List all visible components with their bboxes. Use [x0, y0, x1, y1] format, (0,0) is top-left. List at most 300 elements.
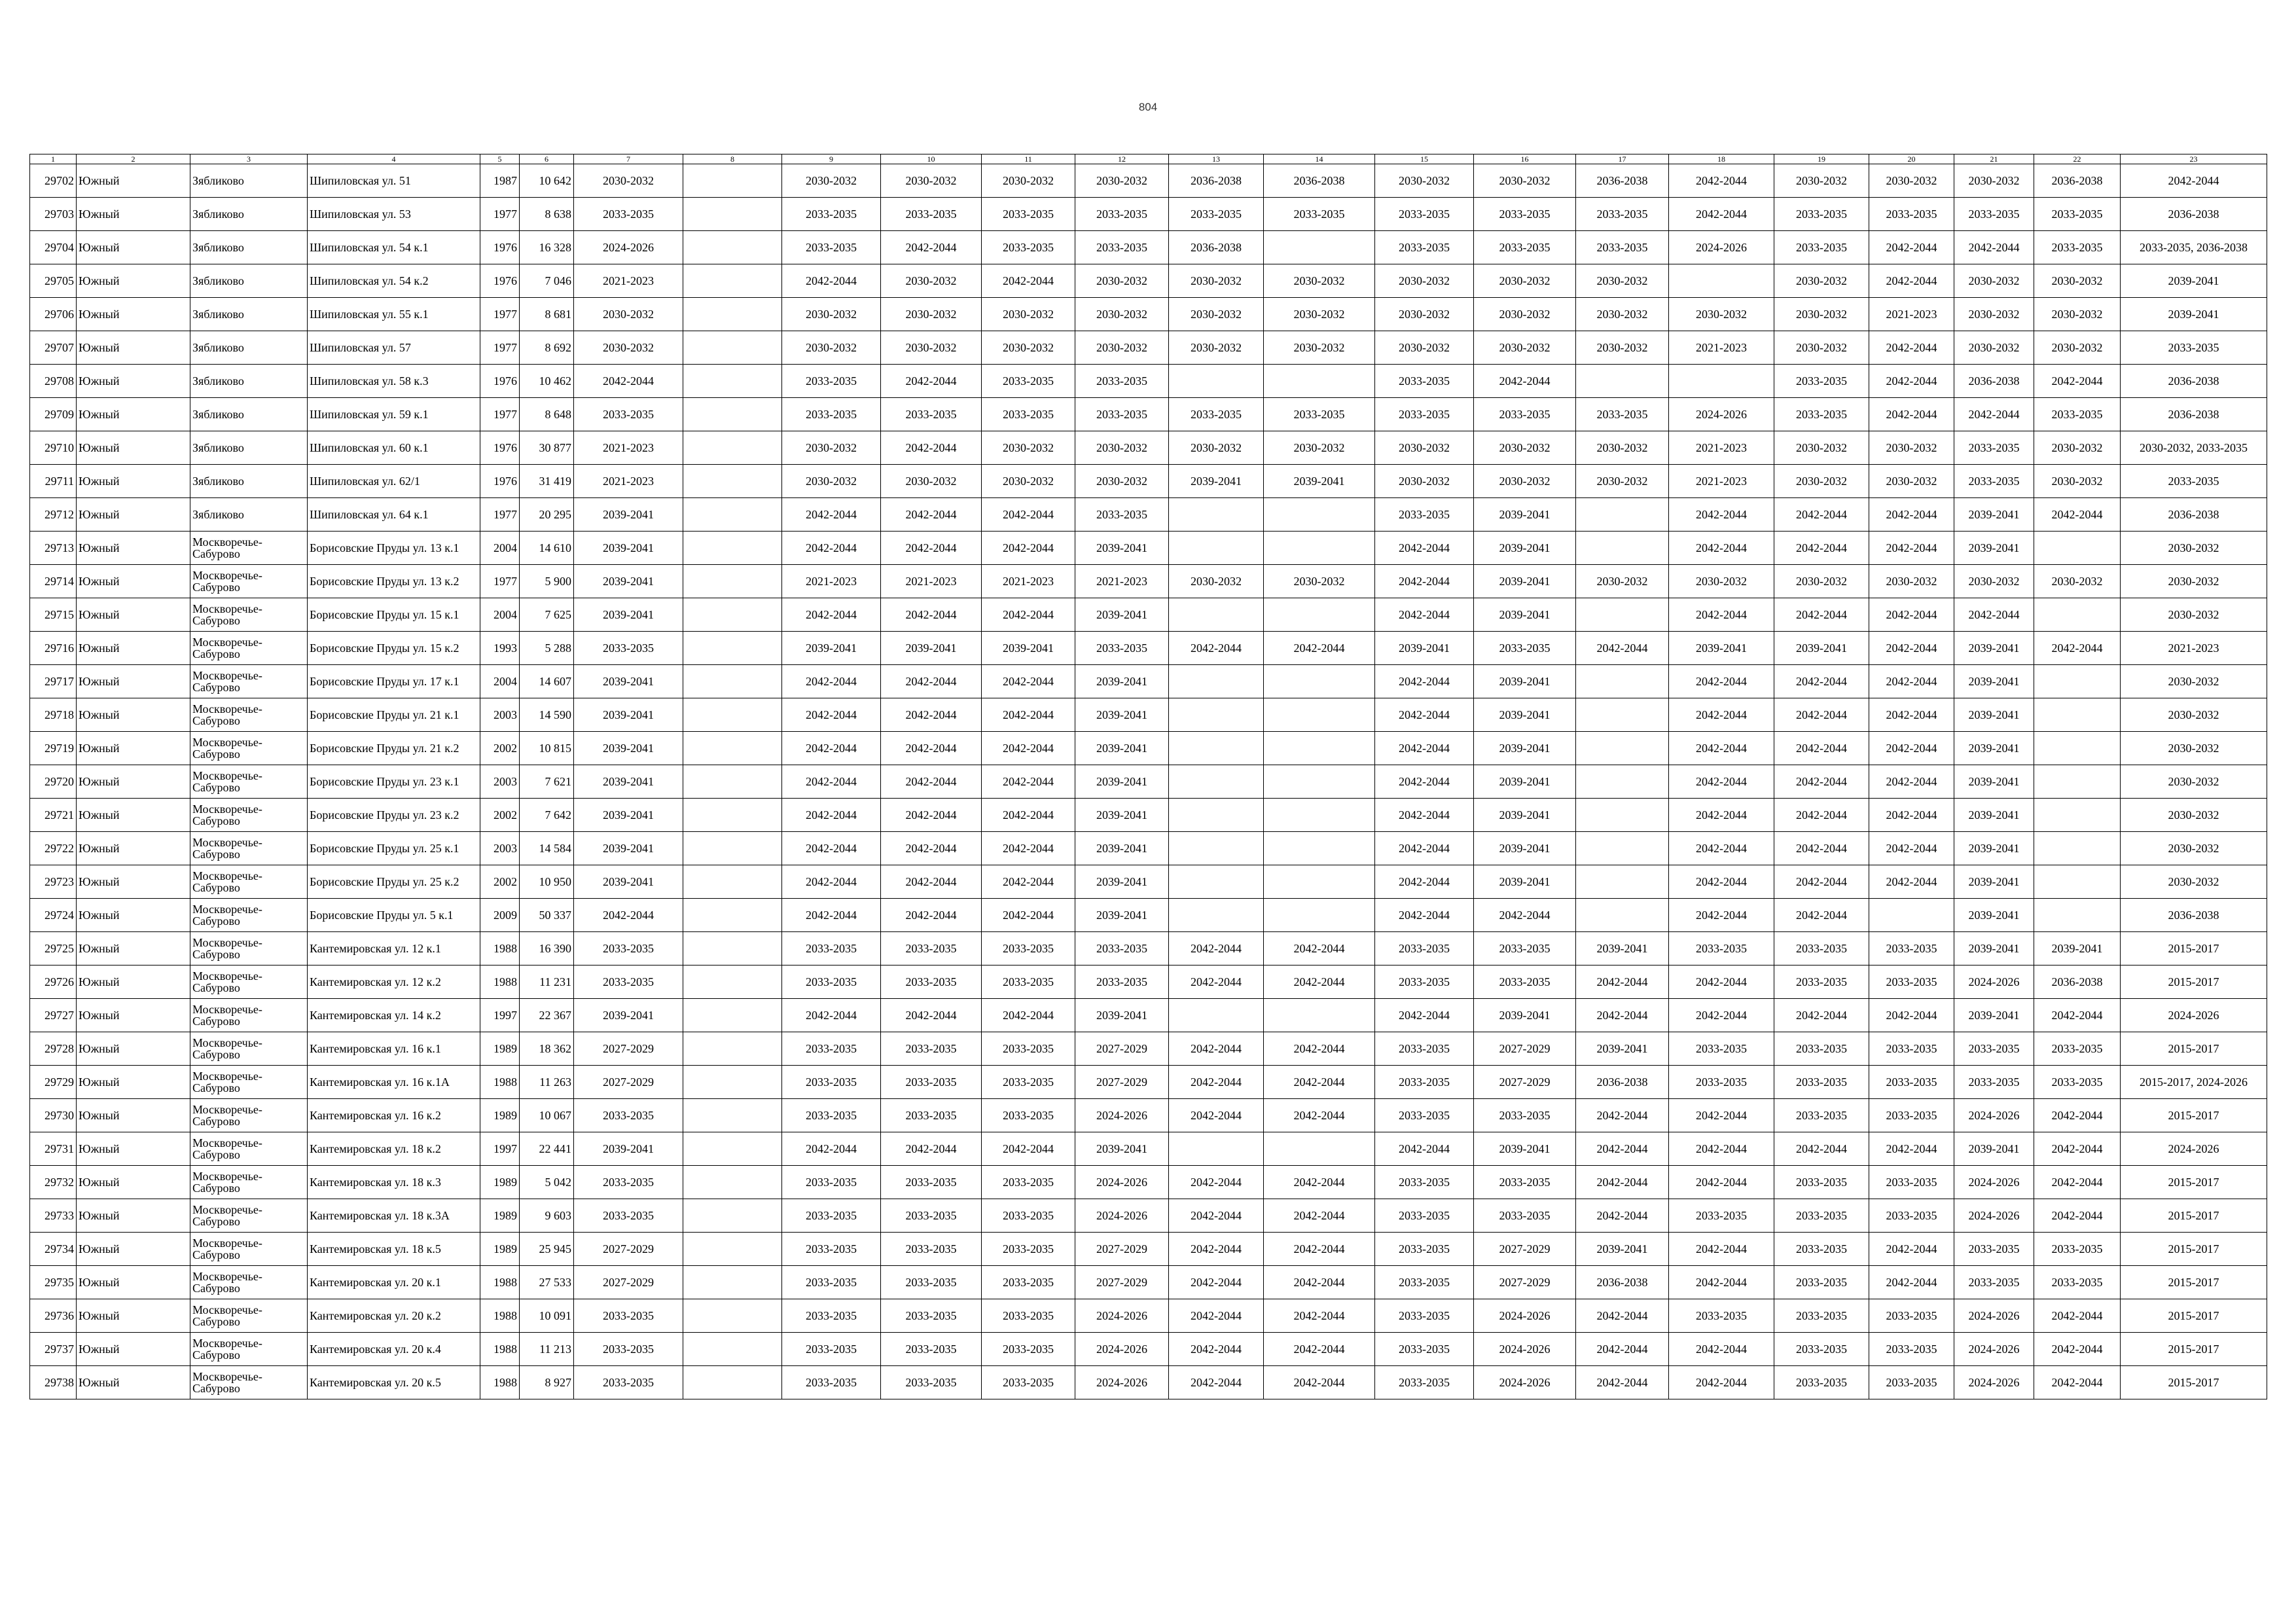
address-cell: Шипиловская ул. 53 — [308, 198, 480, 231]
period-11-cell: 2042-2044 — [982, 765, 1075, 799]
period-12-cell: 2033-2035 — [1075, 398, 1169, 431]
table-row — [30, 1299, 2267, 1333]
address-cell: Шипиловская ул. 59 к.1 — [308, 398, 480, 431]
period-14-cell — [1264, 598, 1375, 632]
district-cell: Москворечье-Сабурово — [190, 865, 308, 899]
period-21-cell: 2030-2032 — [1954, 264, 2034, 298]
period-8-cell — [683, 1199, 782, 1233]
build-year-cell: 1976 — [480, 465, 520, 498]
period-15-cell: 2030-2032 — [1375, 164, 1474, 198]
period-22-cell: 2042-2044 — [2034, 365, 2121, 398]
period-9-cell: 2030-2032 — [782, 465, 881, 498]
build-year-cell: 1988 — [480, 1333, 520, 1366]
period-9-cell: 2042-2044 — [782, 999, 881, 1032]
period-21-cell: 2039-2041 — [1954, 632, 2034, 665]
period-20-cell: 2042-2044 — [1869, 365, 1954, 398]
period-18-cell: 2042-2044 — [1669, 1099, 1774, 1132]
period-19-cell: 2033-2035 — [1774, 965, 1869, 999]
period-10-cell: 2033-2035 — [881, 1166, 982, 1199]
period-16-cell: 2039-2041 — [1474, 665, 1576, 698]
period-13-cell: 2042-2044 — [1169, 1299, 1264, 1333]
period-10-cell: 2042-2044 — [881, 899, 982, 932]
period-12-cell: 2033-2035 — [1075, 498, 1169, 532]
period-8-cell — [683, 264, 782, 298]
period-15-cell: 2033-2035 — [1375, 1199, 1474, 1233]
table-row — [30, 899, 2267, 932]
period-9-cell: 2042-2044 — [782, 665, 881, 698]
period-12-cell: 2027-2029 — [1075, 1032, 1169, 1066]
okrug-cell: Южный — [77, 632, 190, 665]
period-14-cell: 2042-2044 — [1264, 1032, 1375, 1066]
period-21-cell: 2024-2026 — [1954, 1333, 2034, 1366]
okrug-cell: Южный — [77, 231, 190, 264]
district-cell: Москворечье-Сабурово — [190, 999, 308, 1032]
period-20-cell: 2033-2035 — [1869, 1032, 1954, 1066]
okrug-cell: Южный — [77, 365, 190, 398]
period-14-cell — [1264, 532, 1375, 565]
period-11-cell: 2021-2023 — [982, 565, 1075, 598]
period-19-cell: 2033-2035 — [1774, 1032, 1869, 1066]
period-16-cell: 2033-2035 — [1474, 965, 1576, 999]
build-year-cell: 1997 — [480, 1132, 520, 1166]
period-17-cell: 2030-2032 — [1576, 465, 1669, 498]
period-9-cell: 2033-2035 — [782, 1266, 881, 1299]
period-18-cell: 2033-2035 — [1669, 1032, 1774, 1066]
period-18-cell: 2024-2026 — [1669, 398, 1774, 431]
period-8-cell — [683, 1032, 782, 1066]
period-13-cell: 2030-2032 — [1169, 565, 1264, 598]
period-7-cell: 2039-2041 — [574, 598, 683, 632]
area-cell: 5 288 — [520, 632, 574, 665]
period-15-cell: 2030-2032 — [1375, 298, 1474, 331]
period-15-cell: 2042-2044 — [1375, 865, 1474, 899]
period-19-cell: 2042-2044 — [1774, 1132, 1869, 1166]
period-14-cell — [1264, 231, 1375, 264]
build-year-cell: 1988 — [480, 1366, 520, 1399]
period-19-cell: 2033-2035 — [1774, 1299, 1869, 1333]
period-19-cell: 2042-2044 — [1774, 498, 1869, 532]
column-number-header: 7 — [574, 154, 683, 164]
period-23-cell: 2030-2032 — [2121, 565, 2267, 598]
row-id-cell: 29702 — [30, 164, 77, 198]
table-row — [30, 999, 2267, 1032]
period-23-cell: 2015-2017 — [2121, 1233, 2267, 1266]
period-14-cell — [1264, 732, 1375, 765]
table-row — [30, 765, 2267, 799]
period-16-cell: 2039-2041 — [1474, 498, 1576, 532]
period-9-cell: 2042-2044 — [782, 598, 881, 632]
period-13-cell: 2042-2044 — [1169, 965, 1264, 999]
address-cell: Кантемировская ул. 18 к.5 — [308, 1233, 480, 1266]
period-16-cell: 2030-2032 — [1474, 331, 1576, 365]
period-22-cell — [2034, 865, 2121, 899]
table-row — [30, 732, 2267, 765]
address-cell: Кантемировская ул. 18 к.3А — [308, 1199, 480, 1233]
period-19-cell: 2030-2032 — [1774, 164, 1869, 198]
period-17-cell: 2039-2041 — [1576, 932, 1669, 965]
area-cell: 14 610 — [520, 532, 574, 565]
period-23-cell: 2036-2038 — [2121, 899, 2267, 932]
okrug-cell: Южный — [77, 1066, 190, 1099]
period-9-cell: 2021-2023 — [782, 565, 881, 598]
row-id-cell: 29712 — [30, 498, 77, 532]
district-cell: Москворечье-Сабурово — [190, 1199, 308, 1233]
row-id-cell: 29715 — [30, 598, 77, 632]
period-8-cell — [683, 665, 782, 698]
table-row — [30, 1166, 2267, 1199]
period-19-cell: 2033-2035 — [1774, 1266, 1869, 1299]
period-16-cell: 2033-2035 — [1474, 932, 1576, 965]
okrug-cell: Южный — [77, 1199, 190, 1233]
period-22-cell: 2042-2044 — [2034, 999, 2121, 1032]
period-7-cell: 2039-2041 — [574, 732, 683, 765]
column-number-header: 9 — [782, 154, 881, 164]
period-13-cell: 2033-2035 — [1169, 198, 1264, 231]
table-row — [30, 231, 2267, 264]
address-cell: Шипиловская ул. 55 к.1 — [308, 298, 480, 331]
period-17-cell: 2042-2044 — [1576, 1299, 1669, 1333]
area-cell: 25 945 — [520, 1233, 574, 1266]
period-13-cell: 2042-2044 — [1169, 1266, 1264, 1299]
district-cell: Москворечье-Сабурово — [190, 832, 308, 865]
period-11-cell: 2030-2032 — [982, 164, 1075, 198]
table-row — [30, 164, 2267, 198]
period-15-cell: 2030-2032 — [1375, 264, 1474, 298]
column-number-header: 3 — [190, 154, 308, 164]
table-row — [30, 832, 2267, 865]
period-14-cell — [1264, 899, 1375, 932]
table-row — [30, 498, 2267, 532]
period-15-cell: 2033-2035 — [1375, 1299, 1474, 1333]
period-22-cell — [2034, 532, 2121, 565]
period-16-cell: 2027-2029 — [1474, 1266, 1576, 1299]
period-21-cell: 2033-2035 — [1954, 1066, 2034, 1099]
period-13-cell: 2030-2032 — [1169, 431, 1264, 465]
period-15-cell: 2030-2032 — [1375, 331, 1474, 365]
period-23-cell: 2036-2038 — [2121, 198, 2267, 231]
period-19-cell: 2030-2032 — [1774, 331, 1869, 365]
address-cell: Кантемировская ул. 16 к.1 — [308, 1032, 480, 1066]
build-year-cell: 1988 — [480, 1266, 520, 1299]
district-cell: Зябликово — [190, 298, 308, 331]
period-9-cell: 2033-2035 — [782, 932, 881, 965]
period-14-cell: 2033-2035 — [1264, 398, 1375, 431]
period-7-cell: 2030-2032 — [574, 298, 683, 331]
district-cell: Москворечье-Сабурово — [190, 1032, 308, 1066]
period-23-cell: 2015-2017 — [2121, 1199, 2267, 1233]
period-15-cell: 2033-2035 — [1375, 498, 1474, 532]
period-18-cell: 2033-2035 — [1669, 1199, 1774, 1233]
period-16-cell: 2030-2032 — [1474, 465, 1576, 498]
row-id-cell: 29728 — [30, 1032, 77, 1066]
build-year-cell: 1977 — [480, 331, 520, 365]
period-13-cell: 2030-2032 — [1169, 264, 1264, 298]
period-17-cell: 2042-2044 — [1576, 1132, 1669, 1166]
okrug-cell: Южный — [77, 999, 190, 1032]
period-16-cell: 2033-2035 — [1474, 1099, 1576, 1132]
district-cell: Москворечье-Сабурово — [190, 899, 308, 932]
period-10-cell: 2042-2044 — [881, 799, 982, 832]
row-id-cell: 29733 — [30, 1199, 77, 1233]
table-row — [30, 198, 2267, 231]
column-number-header: 5 — [480, 154, 520, 164]
build-year-cell: 1976 — [480, 264, 520, 298]
okrug-cell: Южный — [77, 865, 190, 899]
period-14-cell — [1264, 865, 1375, 899]
period-10-cell: 2021-2023 — [881, 565, 982, 598]
column-number-header: 12 — [1075, 154, 1169, 164]
row-id-cell: 29708 — [30, 365, 77, 398]
period-7-cell: 2039-2041 — [574, 999, 683, 1032]
period-20-cell: 2033-2035 — [1869, 932, 1954, 965]
area-cell: 22 367 — [520, 999, 574, 1032]
period-23-cell: 2033-2035, 2036-2038 — [2121, 231, 2267, 264]
period-13-cell: 2039-2041 — [1169, 465, 1264, 498]
period-17-cell — [1576, 732, 1669, 765]
period-8-cell — [683, 1266, 782, 1299]
okrug-cell: Южный — [77, 264, 190, 298]
build-year-cell: 1989 — [480, 1199, 520, 1233]
district-cell: Москворечье-Сабурово — [190, 799, 308, 832]
district-cell: Зябликово — [190, 164, 308, 198]
period-22-cell: 2033-2035 — [2034, 1233, 2121, 1266]
period-9-cell: 2033-2035 — [782, 1333, 881, 1366]
period-13-cell: 2042-2044 — [1169, 1366, 1264, 1399]
address-cell: Борисовские Пруды ул. 21 к.1 — [308, 698, 480, 732]
period-13-cell — [1169, 532, 1264, 565]
period-10-cell: 2042-2044 — [881, 431, 982, 465]
period-12-cell: 2027-2029 — [1075, 1266, 1169, 1299]
row-id-cell: 29721 — [30, 799, 77, 832]
period-9-cell: 2033-2035 — [782, 1099, 881, 1132]
column-number-header: 11 — [982, 154, 1075, 164]
period-21-cell: 2033-2035 — [1954, 198, 2034, 231]
column-number-header: 20 — [1869, 154, 1954, 164]
period-17-cell: 2042-2044 — [1576, 1099, 1669, 1132]
period-13-cell: 2030-2032 — [1169, 331, 1264, 365]
period-13-cell: 2042-2044 — [1169, 632, 1264, 665]
period-10-cell: 2042-2044 — [881, 365, 982, 398]
period-12-cell: 2033-2035 — [1075, 365, 1169, 398]
period-21-cell: 2039-2041 — [1954, 799, 2034, 832]
period-16-cell: 2039-2041 — [1474, 832, 1576, 865]
period-19-cell: 2033-2035 — [1774, 1366, 1869, 1399]
period-10-cell: 2030-2032 — [881, 331, 982, 365]
address-cell: Борисовские Пруды ул. 25 к.2 — [308, 865, 480, 899]
period-10-cell: 2033-2035 — [881, 1266, 982, 1299]
period-15-cell: 2042-2044 — [1375, 732, 1474, 765]
area-cell: 10 642 — [520, 164, 574, 198]
period-10-cell: 2030-2032 — [881, 264, 982, 298]
district-cell: Москворечье-Сабурово — [190, 698, 308, 732]
okrug-cell: Южный — [77, 665, 190, 698]
period-9-cell: 2030-2032 — [782, 431, 881, 465]
capital-repair-table — [29, 154, 2267, 1399]
column-number-header: 19 — [1774, 154, 1869, 164]
address-cell: Борисовские Пруды ул. 5 к.1 — [308, 899, 480, 932]
column-number-header: 4 — [308, 154, 480, 164]
period-17-cell: 2039-2041 — [1576, 1233, 1669, 1266]
period-8-cell — [683, 465, 782, 498]
period-19-cell: 2033-2035 — [1774, 398, 1869, 431]
row-id-cell: 29714 — [30, 565, 77, 598]
period-16-cell: 2039-2041 — [1474, 799, 1576, 832]
row-id-cell: 29709 — [30, 398, 77, 431]
period-14-cell: 2030-2032 — [1264, 565, 1375, 598]
period-7-cell: 2039-2041 — [574, 565, 683, 598]
period-8-cell — [683, 1233, 782, 1266]
build-year-cell: 1989 — [480, 1166, 520, 1199]
period-15-cell: 2042-2044 — [1375, 532, 1474, 565]
period-18-cell: 2042-2044 — [1669, 865, 1774, 899]
period-11-cell: 2033-2035 — [982, 1166, 1075, 1199]
column-number-header: 18 — [1669, 154, 1774, 164]
period-22-cell: 2042-2044 — [2034, 632, 2121, 665]
area-cell: 11 231 — [520, 965, 574, 999]
period-19-cell: 2030-2032 — [1774, 298, 1869, 331]
period-22-cell: 2042-2044 — [2034, 1132, 2121, 1166]
period-11-cell: 2042-2044 — [982, 999, 1075, 1032]
table-row — [30, 698, 2267, 732]
period-22-cell — [2034, 832, 2121, 865]
period-15-cell: 2042-2044 — [1375, 899, 1474, 932]
period-16-cell: 2033-2035 — [1474, 198, 1576, 231]
period-13-cell: 2042-2044 — [1169, 1032, 1264, 1066]
period-9-cell: 2042-2044 — [782, 532, 881, 565]
period-11-cell: 2042-2044 — [982, 598, 1075, 632]
period-23-cell: 2015-2017 — [2121, 1333, 2267, 1366]
period-17-cell — [1576, 765, 1669, 799]
row-id-cell: 29730 — [30, 1099, 77, 1132]
period-14-cell: 2042-2044 — [1264, 1099, 1375, 1132]
period-9-cell: 2033-2035 — [782, 231, 881, 264]
period-17-cell: 2036-2038 — [1576, 1066, 1669, 1099]
column-number-header: 22 — [2034, 154, 2121, 164]
address-cell: Кантемировская ул. 20 к.1 — [308, 1266, 480, 1299]
period-23-cell: 2024-2026 — [2121, 1132, 2267, 1166]
period-18-cell: 2042-2044 — [1669, 999, 1774, 1032]
area-cell: 14 590 — [520, 698, 574, 732]
period-11-cell: 2042-2044 — [982, 532, 1075, 565]
period-22-cell: 2033-2035 — [2034, 198, 2121, 231]
period-18-cell: 2042-2044 — [1669, 799, 1774, 832]
period-15-cell: 2042-2044 — [1375, 598, 1474, 632]
period-8-cell — [683, 1099, 782, 1132]
address-cell: Шипиловская ул. 54 к.2 — [308, 264, 480, 298]
period-11-cell: 2033-2035 — [982, 1233, 1075, 1266]
period-11-cell: 2033-2035 — [982, 1266, 1075, 1299]
period-10-cell: 2042-2044 — [881, 732, 982, 765]
period-15-cell: 2042-2044 — [1375, 832, 1474, 865]
district-cell: Москворечье-Сабурово — [190, 932, 308, 965]
period-16-cell: 2039-2041 — [1474, 1132, 1576, 1166]
period-7-cell: 2039-2041 — [574, 665, 683, 698]
period-15-cell: 2042-2044 — [1375, 799, 1474, 832]
area-cell: 10 091 — [520, 1299, 574, 1333]
period-22-cell: 2030-2032 — [2034, 431, 2121, 465]
table-row — [30, 465, 2267, 498]
period-22-cell: 2030-2032 — [2034, 565, 2121, 598]
period-20-cell: 2042-2044 — [1869, 698, 1954, 732]
table-row — [30, 598, 2267, 632]
period-10-cell: 2033-2035 — [881, 1099, 982, 1132]
district-cell: Москворечье-Сабурово — [190, 1266, 308, 1299]
row-id-cell: 29717 — [30, 665, 77, 698]
period-12-cell: 2024-2026 — [1075, 1166, 1169, 1199]
period-23-cell: 2030-2032 — [2121, 865, 2267, 899]
period-22-cell: 2042-2044 — [2034, 1199, 2121, 1233]
period-10-cell: 2033-2035 — [881, 1199, 982, 1233]
period-19-cell: 2033-2035 — [1774, 198, 1869, 231]
period-11-cell: 2030-2032 — [982, 465, 1075, 498]
period-20-cell: 2042-2044 — [1869, 1132, 1954, 1166]
address-cell: Борисовские Пруды ул. 17 к.1 — [308, 665, 480, 698]
period-10-cell: 2033-2035 — [881, 965, 982, 999]
column-number-header: 17 — [1576, 154, 1669, 164]
period-7-cell: 2030-2032 — [574, 331, 683, 365]
row-id-cell: 29726 — [30, 965, 77, 999]
period-17-cell — [1576, 799, 1669, 832]
period-20-cell: 2030-2032 — [1869, 465, 1954, 498]
period-10-cell: 2042-2044 — [881, 1132, 982, 1166]
row-id-cell: 29725 — [30, 932, 77, 965]
period-12-cell: 2030-2032 — [1075, 164, 1169, 198]
period-20-cell: 2042-2044 — [1869, 231, 1954, 264]
period-11-cell: 2033-2035 — [982, 932, 1075, 965]
period-18-cell: 2042-2044 — [1669, 1132, 1774, 1166]
table-row — [30, 1099, 2267, 1132]
period-16-cell: 2024-2026 — [1474, 1366, 1576, 1399]
period-11-cell: 2033-2035 — [982, 198, 1075, 231]
period-17-cell — [1576, 698, 1669, 732]
period-20-cell: 2042-2044 — [1869, 865, 1954, 899]
period-9-cell: 2030-2032 — [782, 298, 881, 331]
period-21-cell: 2033-2035 — [1954, 1233, 2034, 1266]
period-17-cell: 2042-2044 — [1576, 1366, 1669, 1399]
area-cell: 10 815 — [520, 732, 574, 765]
period-12-cell: 2030-2032 — [1075, 431, 1169, 465]
period-19-cell: 2042-2044 — [1774, 899, 1869, 932]
period-9-cell: 2042-2044 — [782, 1132, 881, 1166]
period-7-cell: 2033-2035 — [574, 932, 683, 965]
area-cell: 7 642 — [520, 799, 574, 832]
period-22-cell: 2042-2044 — [2034, 1333, 2121, 1366]
period-18-cell: 2021-2023 — [1669, 431, 1774, 465]
period-18-cell: 2042-2044 — [1669, 1366, 1774, 1399]
period-8-cell — [683, 932, 782, 965]
area-cell: 8 692 — [520, 331, 574, 365]
period-11-cell: 2030-2032 — [982, 298, 1075, 331]
period-12-cell: 2033-2035 — [1075, 965, 1169, 999]
period-7-cell: 2039-2041 — [574, 1132, 683, 1166]
period-17-cell: 2030-2032 — [1576, 431, 1669, 465]
period-7-cell: 2039-2041 — [574, 698, 683, 732]
period-22-cell — [2034, 765, 2121, 799]
build-year-cell: 1977 — [480, 198, 520, 231]
period-10-cell: 2033-2035 — [881, 932, 982, 965]
period-15-cell: 2042-2044 — [1375, 698, 1474, 732]
period-23-cell: 2021-2023 — [2121, 632, 2267, 665]
period-16-cell: 2024-2026 — [1474, 1299, 1576, 1333]
build-year-cell: 1989 — [480, 1233, 520, 1266]
period-17-cell: 2042-2044 — [1576, 1166, 1669, 1199]
address-cell: Кантемировская ул. 16 к.2 — [308, 1099, 480, 1132]
period-19-cell: 2030-2032 — [1774, 264, 1869, 298]
period-8-cell — [683, 965, 782, 999]
period-20-cell: 2042-2044 — [1869, 1233, 1954, 1266]
period-14-cell — [1264, 765, 1375, 799]
period-18-cell: 2042-2044 — [1669, 1266, 1774, 1299]
